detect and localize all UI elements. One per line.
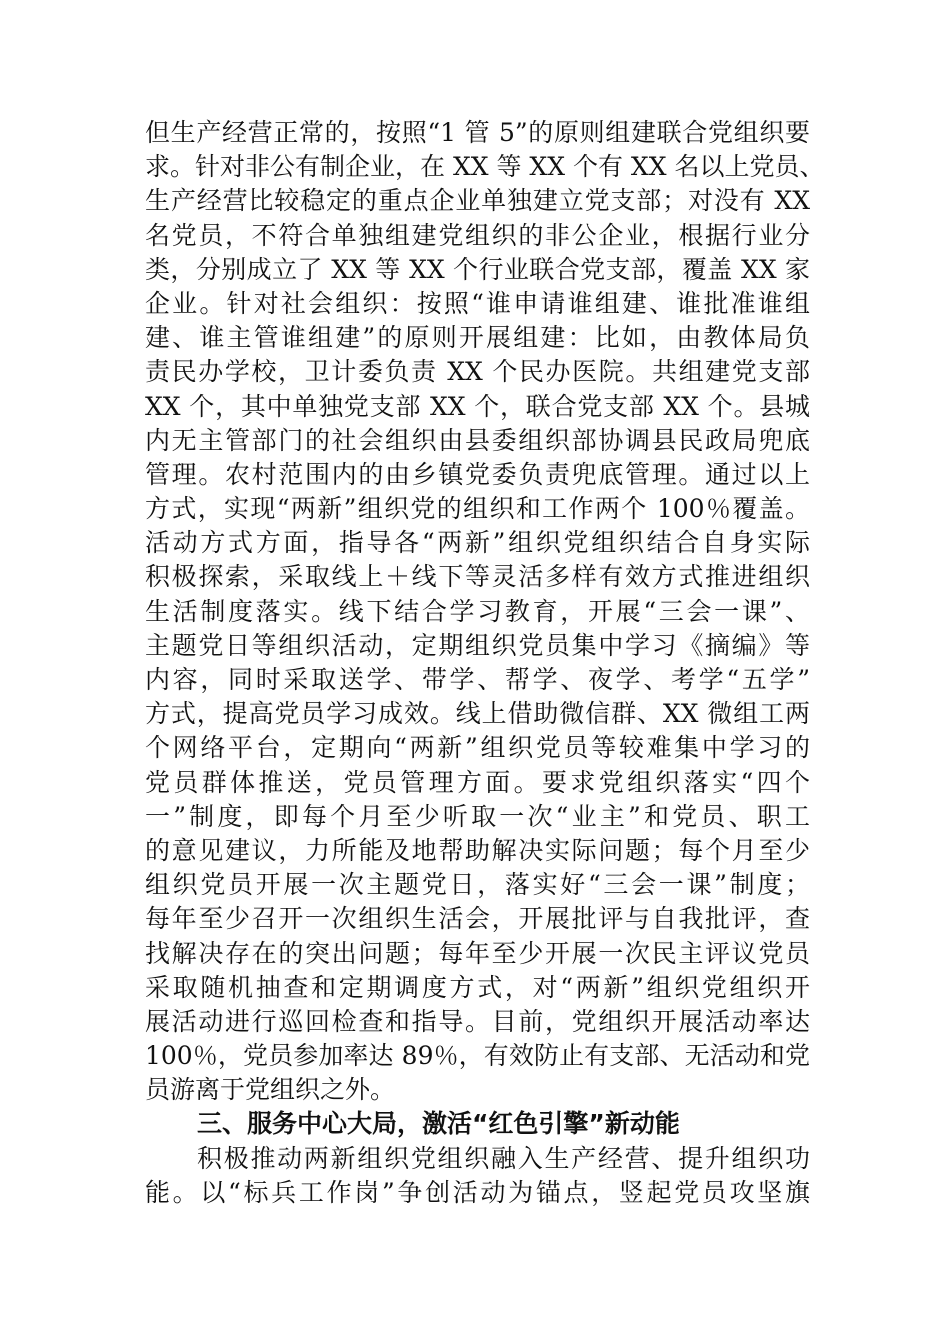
text-line: 每年至少召开一次组织生活会，开展批评与自我批评，查 bbox=[145, 904, 810, 934]
text-line: 责民办学校，卫计委负责 XX 个民办医院。共组建党支部 bbox=[145, 357, 810, 387]
text-line: 类，分别成立了 XX 等 XX 个行业联合党支部，覆盖 XX 家 bbox=[145, 254, 810, 284]
text-line: 建、谁主管谁组建”的原则开展组建：比如，由教体局负 bbox=[145, 323, 810, 353]
text-line: 积极推动两新组织党组织融入生产经营、提升组织功 bbox=[197, 1143, 810, 1173]
document-body bbox=[145, 116, 825, 1210]
text-line: 管理。农村范围内的由乡镇党委负责兜底管理。通过以上 bbox=[145, 459, 810, 489]
text-line: 组织党员开展一次主题党日，落实好“三会一课”制度； bbox=[145, 870, 810, 900]
text-line: 方式，实现“两新”组织党的组织和工作两个 100％覆盖。 bbox=[145, 494, 810, 524]
text-line: 方式，提高党员学习成效。线上借助微信群、XX 微组工两 bbox=[145, 699, 810, 729]
text-line: 名党员，不符合单独组建党组织的非公企业，根据行业分 bbox=[145, 220, 810, 250]
text-line: 生活制度落实。线下结合学习教育，开展“三会一课”、 bbox=[145, 596, 810, 626]
paragraph-2 bbox=[145, 1142, 810, 1210]
text-line: 能。以“标兵工作岗”争创活动为锚点，竖起党员攻坚旗 bbox=[145, 1177, 810, 1207]
text-line: 党员群体推送，党员管理方面。要求党组织落实“四个 bbox=[145, 767, 810, 797]
text-line: XX 个，其中单独党支部 XX 个，联合党支部 XX 个。县城 bbox=[145, 391, 810, 421]
text-line: 主题党日等组织活动，定期组织党员集中学习《摘编》等 bbox=[145, 630, 810, 660]
text-line: 内容，同时采取送学、带学、帮学、夜学、考学“五学” bbox=[145, 665, 810, 694]
text-line: 一”制度，即每个月至少听取一次“业主”和党员、职工 bbox=[145, 801, 810, 831]
paragraph-1 bbox=[145, 116, 825, 1107]
text-line: 生产经营比较稳定的重点企业单独建立党支部；对没有 XX bbox=[145, 186, 810, 216]
text-line: 采取随机抽查和定期调度方式，对“两新”组织党组织开 bbox=[145, 972, 810, 1002]
text-line: 积极探索，采取线上＋线下等灵活多样有效方式推进组织 bbox=[145, 562, 810, 592]
text-line: 员游离于党组织之外。 bbox=[145, 1075, 396, 1105]
text-line: 找解决存在的突出问题；每年至少开展一次民主评议党员 bbox=[145, 938, 810, 968]
text-line: 个网络平台，定期向“两新”组织党员等较难集中学习的 bbox=[145, 733, 810, 763]
text-line: 100％，党员参加率达 89％，有效防止有支部、无活动和党 bbox=[145, 1041, 810, 1071]
text-line: 企业。针对社会组织：按照“谁申请谁组建、谁批准谁组 bbox=[145, 288, 810, 318]
text-line: 内无主管部门的社会组织由县委组织部协调县民政局兜底 bbox=[145, 425, 810, 455]
text-line: 但生产经营正常的，按照“1 管 5”的原则组建联合党组织要 bbox=[145, 118, 810, 147]
section-heading: 三、服务中心大局，激活“红色引擎”新动能 bbox=[197, 1109, 680, 1139]
text-line: 的意见建议，力所能及地帮助解决实际问题；每个月至少 bbox=[145, 835, 810, 865]
text-line: 活动方式方面，指导各“两新”组织党组织结合自身实际 bbox=[145, 528, 810, 558]
text-line: 展活动进行巡回检查和指导。目前，党组织开展活动率达 bbox=[145, 1006, 810, 1036]
text-line: 求。针对非公有制企业，在 XX 等 XX 个有 XX 名以上党员、 bbox=[145, 152, 825, 182]
